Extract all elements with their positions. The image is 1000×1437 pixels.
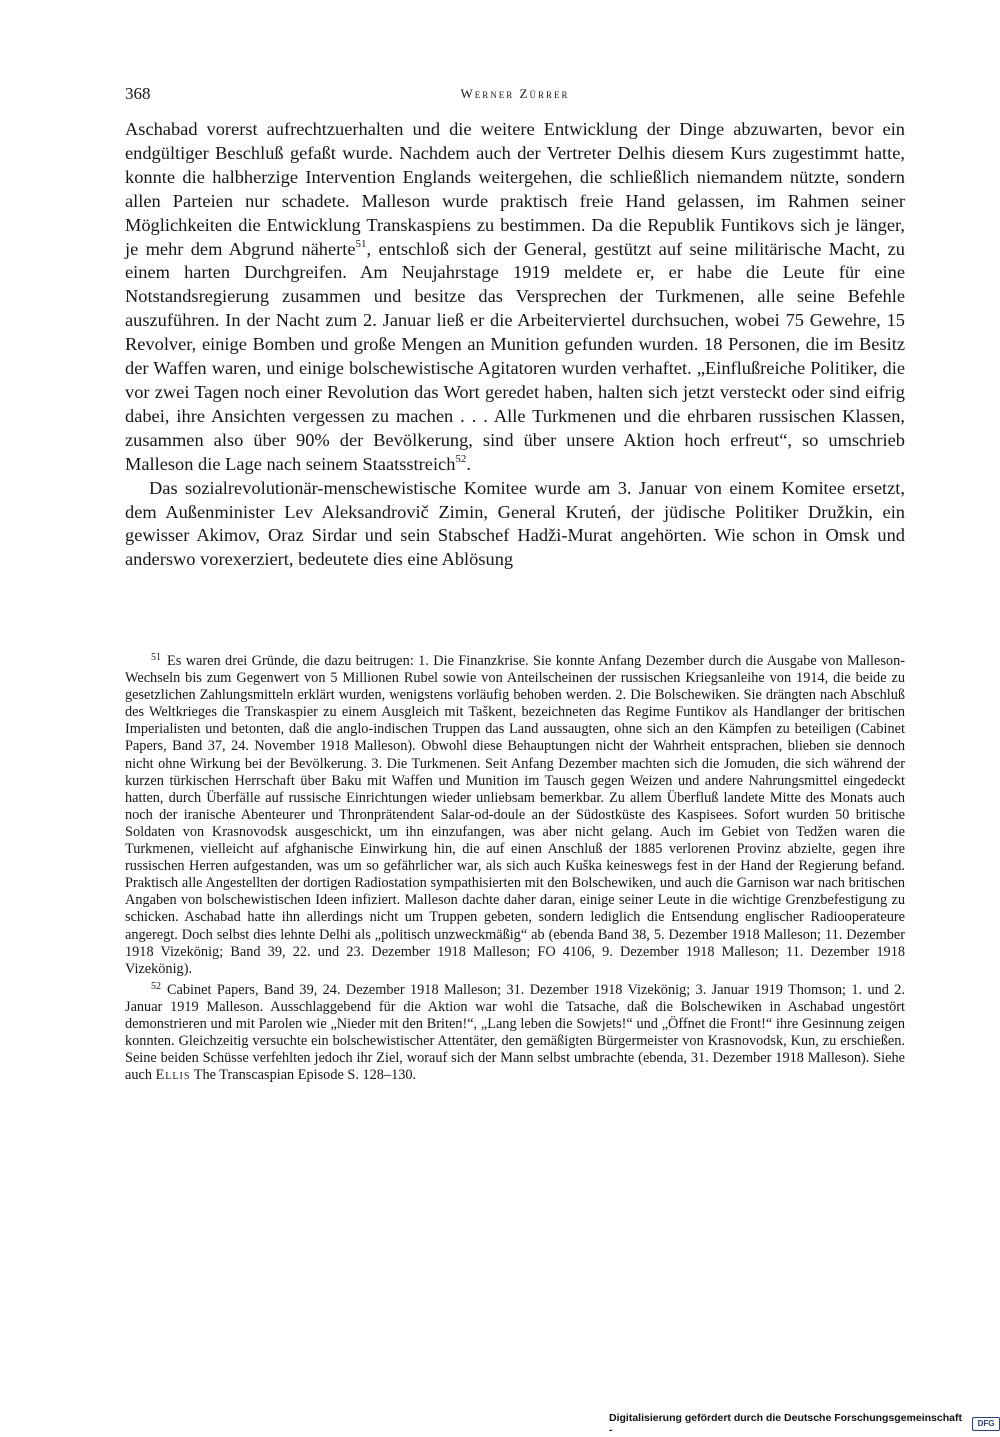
page-number: 368 — [125, 84, 151, 103]
credit-text: Digitalisierung gefördert durch die Deutsche Forschungsgemeinschaft - — [609, 1412, 962, 1436]
footnote-text: The Transcaspian Episode S. 128–130. — [190, 1067, 417, 1084]
page-header — [125, 84, 905, 108]
footnote-reference: 52 — [455, 452, 467, 465]
footnote-text: Es waren drei Gründe, die dazu beitrugen: 1. Die Finanzkrise. Sie konnte Anfang Dezember durch die Ausgabe von Malleson-Wechseln bis zum Gegenwert von 5 Millionen Rubel sowie von Anteilscheinen der russischen Kriegsanleihe von 1914, die beide zu gesetzlichen Zahlungsmitteln erklärt wurden, wenigstens vorläufig behoben werden. 2. Die Bolschewiken. Sie drängten nach Abschluß des Weltkrieges die Transkaspier zu einem Ausgleich mit Taškent, bezeichneten das Regime Funtikov als Handlanger der britischen Imperialisten und betonten, daß die anglo-indischen Truppen das Land aussaugten, ohne sich an den Kämpfen zu beteiligen (Cabinet Papers, Band 37, 24. November 1918 Malleson). Obwohl diese Behauptungen nicht der Wahrheit entsprachen, blieben sie dennoch nicht ohne Wirkung bei der Bevölkerung. 3. Die Turkmenen. Seit Anfang Dezember machten sich die Jomuden, die sich während der kurzen türkischen Herrschaft über Baku mit Waffen und Munition im Tausch gegen Weizen und andere Nahrungsmittel eingedeckt hatten, durch Überfälle auf russische Einrichtungen wieder unliebsam bemerkbar. Zu allem Überfluß landete Mitte des Monats auch noch der iranische Abenteurer und Thronprätendent Salar-od-doule an der Südostküste des Kaspisees. Sofort wurden 50 britische Soldaten von Krasnovodsk ausgeschickt, um ihn einzufangen, was aber nicht gelang. Auch im Gebiet von Tedžen waren die Turkmenen, vielleicht auf afghanische Einwirkung hin, die auf einen Anschluß der 1885 verlorenen Provinz abzielte, gegen ihre russischen Herren aufgestanden, was um so gefährlicher war, als sich auch Kuška keineswegs fest in der Hand der Regierung befand. Praktisch alle Angestellten der dortigen Radiostation sympathisierten mit den Bolschewiken, und auch die Garnison war nach britischen Angaben von bolschewistischen Ideen infiziert. Malleson dachte daher daran, einige seiner Leute in die wichtige Grenzbefestigung zu schicken. Aschabad hatte ihn allerdings nicht um Truppen gebeten, sondern lediglich die Entsendung englischer Radiooperateure angeregt. Doch selbst dies lehnte Delhi als „politisch unzweckmäßig“ ab (ebenda Band 38, 5. Dezember 1918 Malleson; 11. Dezember 1918 Vizekönig; Band 39, 22. und 23. Dezember 1918 Malleson; FO 4106, 9. Dezember 1918 Malleson; 11. Dezember 1918 Vizekönig). — [125, 653, 905, 977]
paragraph — [125, 118, 905, 477]
footnote-number: 52 — [151, 980, 161, 992]
footnote — [125, 978, 905, 1085]
paragraph-text: . — [466, 453, 472, 474]
footnote-reference: 51 — [355, 237, 367, 250]
digitization-credit — [609, 1412, 1000, 1436]
main-text — [125, 118, 905, 572]
paragraph-text: , entschloß sich der General, gestützt auf seine militärische Macht, zu einem harten Durchgreifen. Am Neujahrstage 1919 meldete er, er habe die Leute für eine Notstandsregierung zusammen und besitze das Versprechen der Turkmenen, alle seine Befehle auszuführen. In der Nacht zum 2. Januar ließ er die Arbeiterviertel durchsuchen, wobei 75 Gewehre, 15 Revolver, einige Bomben und große Mengen an Munition gefunden wurden. 18 Personen, die im Besitz der Waffen waren, und einige bolschewistische Agitatoren wurden verhaftet. „Einflußreiche Politiker, die vor zwei Tagen noch einer Revolution das Wort geredet haben, halten sich jetzt versteckt oder sind eifrig dabei, ihre Ansichten vergessen zu machen . . . Alle Turkmenen und die ehrbaren russischen Klassen, zusammen also über 90% der Bevölkerung, sind über unsere Aktion hoch erfreut“, so umschrieb Malleson die Lage nach seinem Staatsstreich — [125, 238, 905, 474]
footnotes — [125, 649, 905, 1084]
footnote-number: 51 — [151, 652, 161, 663]
dfg-logo: DFG — [972, 1417, 1000, 1431]
running-head: Werner Zürrer — [460, 86, 570, 101]
paragraph-text: Aschabad vorerst aufrechtzuerhalten und die weitere Entwicklung der Dinge abzuwarten, bevor ein endgültiger Beschluß gefaßt wurde. Nachdem auch der Vertreter Delhis diesem Kurs zugestimmt hatte, konnte die halbherzige Intervention Englands weitergehen, die schließlich niemandem nützte, sondern allen Parteien nur schadete. Malleson wurde praktisch freie Hand gelassen, im Rahmen seiner Möglichkeiten die Entwicklung Transkaspiens zu bestimmen. Da die Republik Funtikovs sich je länger, je mehr dem Abgrund näherte — [125, 119, 905, 259]
footnote-text: Cabinet Papers, Band 39, 24. Dezember 1918 Malleson; 31. Dezember 1918 Vizekönig; 3. Januar 1919 Thomson; 1. und 2. Januar 1919 Malleson. Ausschlaggebend für die Aktion war wohl die Tatsache, daß die Bolschewiken in Aschabad ungestört demonstrieren und mit Parolen wie „Nieder mit den Briten!“, „Lang leben die Sowjets!“ und „Öffnet die Front!“ ihre Gesinnung zeigen konnten. Gleichzeitig versuchte ein bolschewistischer Attentäter, den gemäßigten Bürgermeister von Krasnovodsk, Kun, zu erschießen. Seine beiden Schüsse verfehlten jedoch ihr Ziel, worauf sich der Mann selbst umbrachte (ebenda, 31. Dezember 1918 Malleson). Siehe auch — [125, 981, 905, 1084]
author-name: Ellis — [155, 1067, 191, 1084]
footnote — [125, 649, 905, 978]
paragraph: Das sozialrevolutionär-menschewistische Komitee wurde am 3. Januar von einem Komitee ersetzt, dem Außenminister Lev Aleksandrovič Zimin, General Kruteń, der jüdische Politiker Družkin, ein gewisser Akimov, Oraz Sirdar und sein Stabschef Hadži-Murat angehörten. Wie schon in Omsk und anderswo vorexerziert, bedeutete dies eine Ablösung — [125, 477, 905, 570]
